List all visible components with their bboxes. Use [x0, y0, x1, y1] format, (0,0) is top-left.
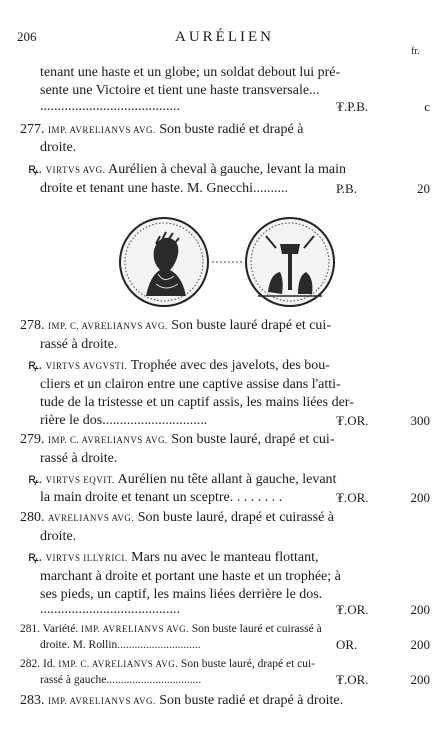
coin-legend: VIRTVS ILLYRICI. [45, 553, 128, 563]
text-line [28, 550, 319, 566]
coin-legend: IMP. C. AVRELIANVS AVG. [48, 321, 168, 331]
coin-legend: IMP. AVRELIANVS AVG. [81, 624, 189, 634]
page-number: 206 [17, 29, 37, 44]
text-line: droite. M. Rollin............................. [40, 639, 201, 651]
price-value: 200 [410, 602, 430, 617]
text-line: rière le dos.............................. [40, 413, 208, 428]
coin-legend: AVRELIANVS AVG. [48, 513, 135, 523]
text-line: cliers et un clairon entre une captive assise dans l'atti- [40, 377, 341, 392]
text-line: sente une Victoire et tient une haste transversale... [40, 83, 320, 98]
metal-mark: P.B. [336, 181, 357, 196]
coin-legend: VIRTVS AVG. [45, 165, 106, 175]
price-value: 300 [410, 413, 430, 428]
text-segment: 281. [20, 623, 41, 635]
text-segment: 280. [20, 510, 45, 525]
text-segment: Son buste lauré, drapé et cui- [180, 658, 316, 670]
text-line: droite. [40, 529, 77, 544]
price-value: 20 [417, 181, 430, 196]
text-segment: 283. [20, 693, 45, 708]
coin-legend: IMP. AVRELIANVS AVG. [48, 125, 156, 135]
metal-mark: ₮.OR. [336, 602, 369, 617]
text-line: rassé à droite. [40, 337, 118, 352]
price-column-label: fr. [411, 46, 420, 57]
text-segment: Mars nu avec le manteau flottant, [131, 550, 319, 565]
coin-illustration [116, 214, 338, 310]
text-line: marchant à droite et portant une haste et un trophée; à [40, 569, 341, 584]
text-segment: Id. [43, 658, 56, 670]
text-line [20, 510, 334, 526]
text-line: droite. [40, 140, 77, 155]
text-line: droite et tenant une haste. M. Gnecchi.......... [40, 181, 289, 196]
text-line: tude de la tristesse et un captif assis, les mains liées der- [40, 395, 354, 410]
text-segment: 279. [20, 432, 45, 447]
text-segment: Aurélien nu tête allant à gauche, levant [117, 472, 337, 487]
coin-legend: IMP. C. AVRELIANVS AVG. [48, 435, 168, 445]
price-value: 200 [410, 490, 430, 505]
text-line: la main droite et tenant un sceptre. . . . . . . . [40, 490, 283, 505]
text-segment: 282. [20, 658, 41, 670]
text-line [28, 162, 346, 178]
text-line [28, 358, 330, 374]
metal-mark: ₮.P.B. [336, 99, 369, 114]
text-line [20, 693, 343, 709]
price-value: 200 [410, 672, 430, 687]
text-segment: Variété. [42, 623, 79, 635]
text-line [28, 472, 336, 488]
text-segment: ꝶ. [28, 358, 43, 373]
text-segment: Son buste radié et drapé à [159, 122, 304, 137]
text-segment: Son buste lauré, drapé et cui- [171, 432, 335, 447]
text-segment: ꝶ. [28, 162, 43, 177]
text-segment: Aurélien à cheval à gauche, levant la main [108, 162, 346, 177]
coin-obverse [120, 218, 208, 306]
price-value: c [424, 99, 430, 114]
metal-mark: ₮.OR. [336, 490, 369, 505]
text-line: rassé à droite. [40, 451, 118, 466]
text-line [20, 656, 315, 672]
coin-reverse [246, 218, 334, 306]
text-segment: Son buste lauré et cuirassé à [191, 623, 322, 635]
text-line [20, 318, 331, 334]
text-segment: 277. [20, 122, 45, 137]
text-segment: Son buste lauré, drapé et cuirassé à [137, 510, 335, 525]
coin-legend: VIRTVS EQVIT. [45, 475, 115, 485]
text-line: tenant une haste et un globe; un soldat debout lui pré- [40, 65, 341, 80]
text-line: ses pieds, un captif, les mains liées derrière le dos. [40, 587, 323, 602]
text-line [20, 432, 334, 448]
coin-legend: IMP. AVRELIANVS AVG. [48, 696, 156, 706]
metal-mark: ₮.OR. [336, 672, 369, 687]
text-segment: ꝶ. [28, 472, 43, 487]
coin-legend: IMP. C. AVRELIANVS AVG. [58, 659, 179, 669]
text-segment: Son buste radié et drapé à droite. [159, 693, 344, 708]
text-segment: Son buste lauré drapé et cui- [171, 318, 331, 333]
text-segment: 278. [20, 318, 45, 333]
text-segment: Trophée avec des javelots, des bou- [130, 358, 330, 373]
text-line: rassé à gauche................................. [40, 674, 202, 686]
text-segment: ꝶ. [28, 550, 43, 565]
running-head: AURÉLIEN [175, 29, 274, 45]
text-line [20, 621, 322, 637]
text-line [20, 122, 303, 138]
coin-legend: VIRTVS AVGVSTI. [45, 361, 128, 371]
metal-mark: OR. [336, 637, 358, 652]
metal-mark: ₮.OR. [336, 413, 369, 428]
price-value: 200 [410, 637, 430, 652]
text-line: ........................................ [40, 602, 180, 617]
text-line: ........................................ [40, 99, 180, 114]
